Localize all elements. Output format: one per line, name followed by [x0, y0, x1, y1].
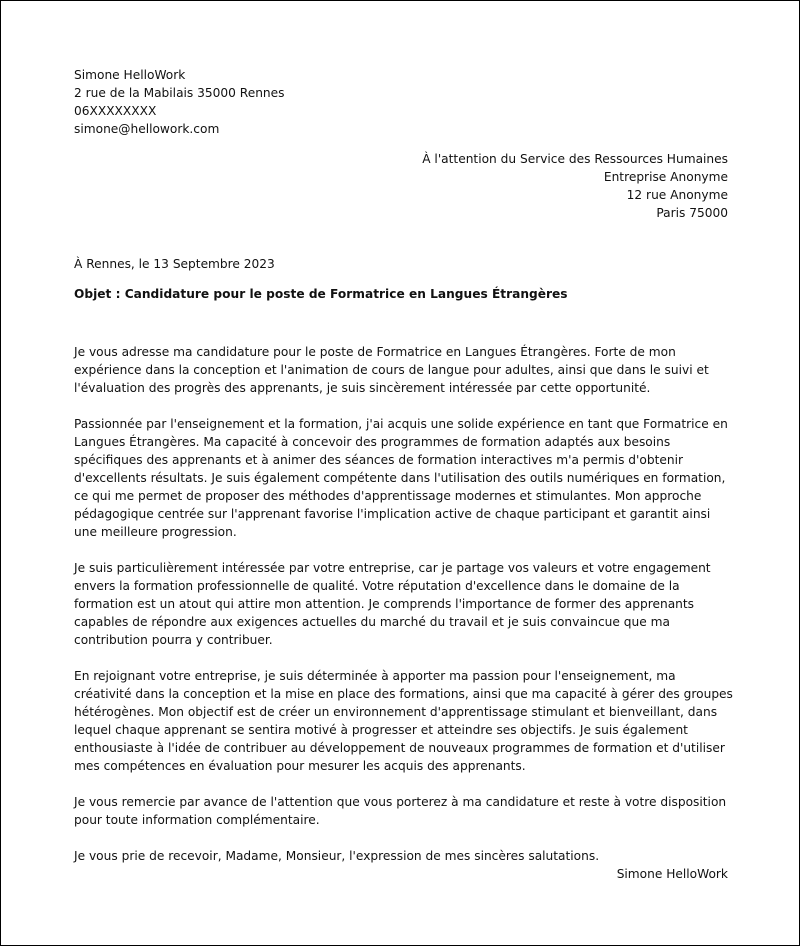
closing-paragraph: Je vous prie de recevoir, Madame, Monsieur, l'expression de mes sincères salutations. — [74, 849, 600, 863]
sender-email: simone@hellowork.com — [74, 122, 220, 136]
subject-line: Objet : Candidature pour le poste de Formatrice en Langues Étrangères — [74, 287, 568, 301]
body-paragraph: Je vous remercie par avance de l'attention que vous porterez à ma candidature et reste à votre disposition pour toute information complémentaire. — [74, 795, 727, 827]
recipient-block — [228, 150, 728, 222]
recipient-attention: À l'attention du Service des Ressources Humaines — [422, 152, 728, 166]
sender-name: Simone HelloWork — [74, 68, 186, 82]
sender-address: 2 rue de la Mabilais 35000 Rennes — [74, 86, 285, 100]
recipient-street: 12 rue Anonyme — [626, 188, 728, 202]
letter-body — [74, 343, 736, 883]
recipient-city: Paris 75000 — [656, 206, 728, 220]
recipient-company: Entreprise Anonyme — [603, 170, 728, 184]
body-paragraph: Je suis particulièrement intéressée par votre entreprise, car je partage vos valeurs et votre engagement envers la formation professionnelle de qualité. Votre réputation d'excellence dans le domaine de la formation est un atout qui attire mon attention. Je comprends l'importance de former des apprenants capables de répondre aux exigences actuelles du marché du travail et je suis convaincue que ma contribution pourra y contribuer. — [74, 561, 711, 647]
body-paragraph: Je vous adresse ma candidature pour le poste de Formatrice en Langues Étrangères. Forte de mon expérience dans la conception et l'animation de cours de langue pour adultes, ainsi que dans le suivi et l'évaluation des progrès des apprenants, je suis sincèrement intéressée par cette opportunité. — [74, 345, 709, 395]
body-paragraph: Passionnée par l'enseignement et la formation, j'ai acquis une solide expérience en tant que Formatrice en Langues Étrangères. Ma capacité à concevoir des programmes de formation adaptés aux besoins spécifiques des apprenants et à animer des séances de formation interactives m'a permis d'obtenir d'excellents résultats. Je suis également compétente dans l'utilisation des outils numériques en formation, ce qui me permet de proposer des méthodes d'apprentissage modernes et stimulantes. Mon approche pédagogique centrée sur l'apprenant favorise l'implication active de chaque participant et garantit ainsi une meilleure progression. — [74, 417, 728, 539]
body-paragraph: En rejoignant votre entreprise, je suis déterminée à apporter ma passion pour l'enseignement, ma créativité dans la conception et la mise en place des formations, ainsi que ma capacité à gérer des groupes hétérogènes. Mon objectif est de créer un environnement d'apprentissage stimulant et bienveillant, dans lequel chaque apprenant se sentira motivé à progresser et atteindre ses objectifs. Je suis également enthousiaste à l'idée de contribuer au développement de nouveaux programmes de formation et d'utiliser mes compétences en évaluation pour mesurer les acquis des apprenants. — [74, 669, 733, 773]
signature: Simone HelloWork — [616, 867, 728, 881]
sender-phone: 06XXXXXXXX — [74, 104, 157, 118]
date-line: À Rennes, le 13 Septembre 2023 — [74, 257, 275, 271]
sender-block — [74, 66, 474, 138]
